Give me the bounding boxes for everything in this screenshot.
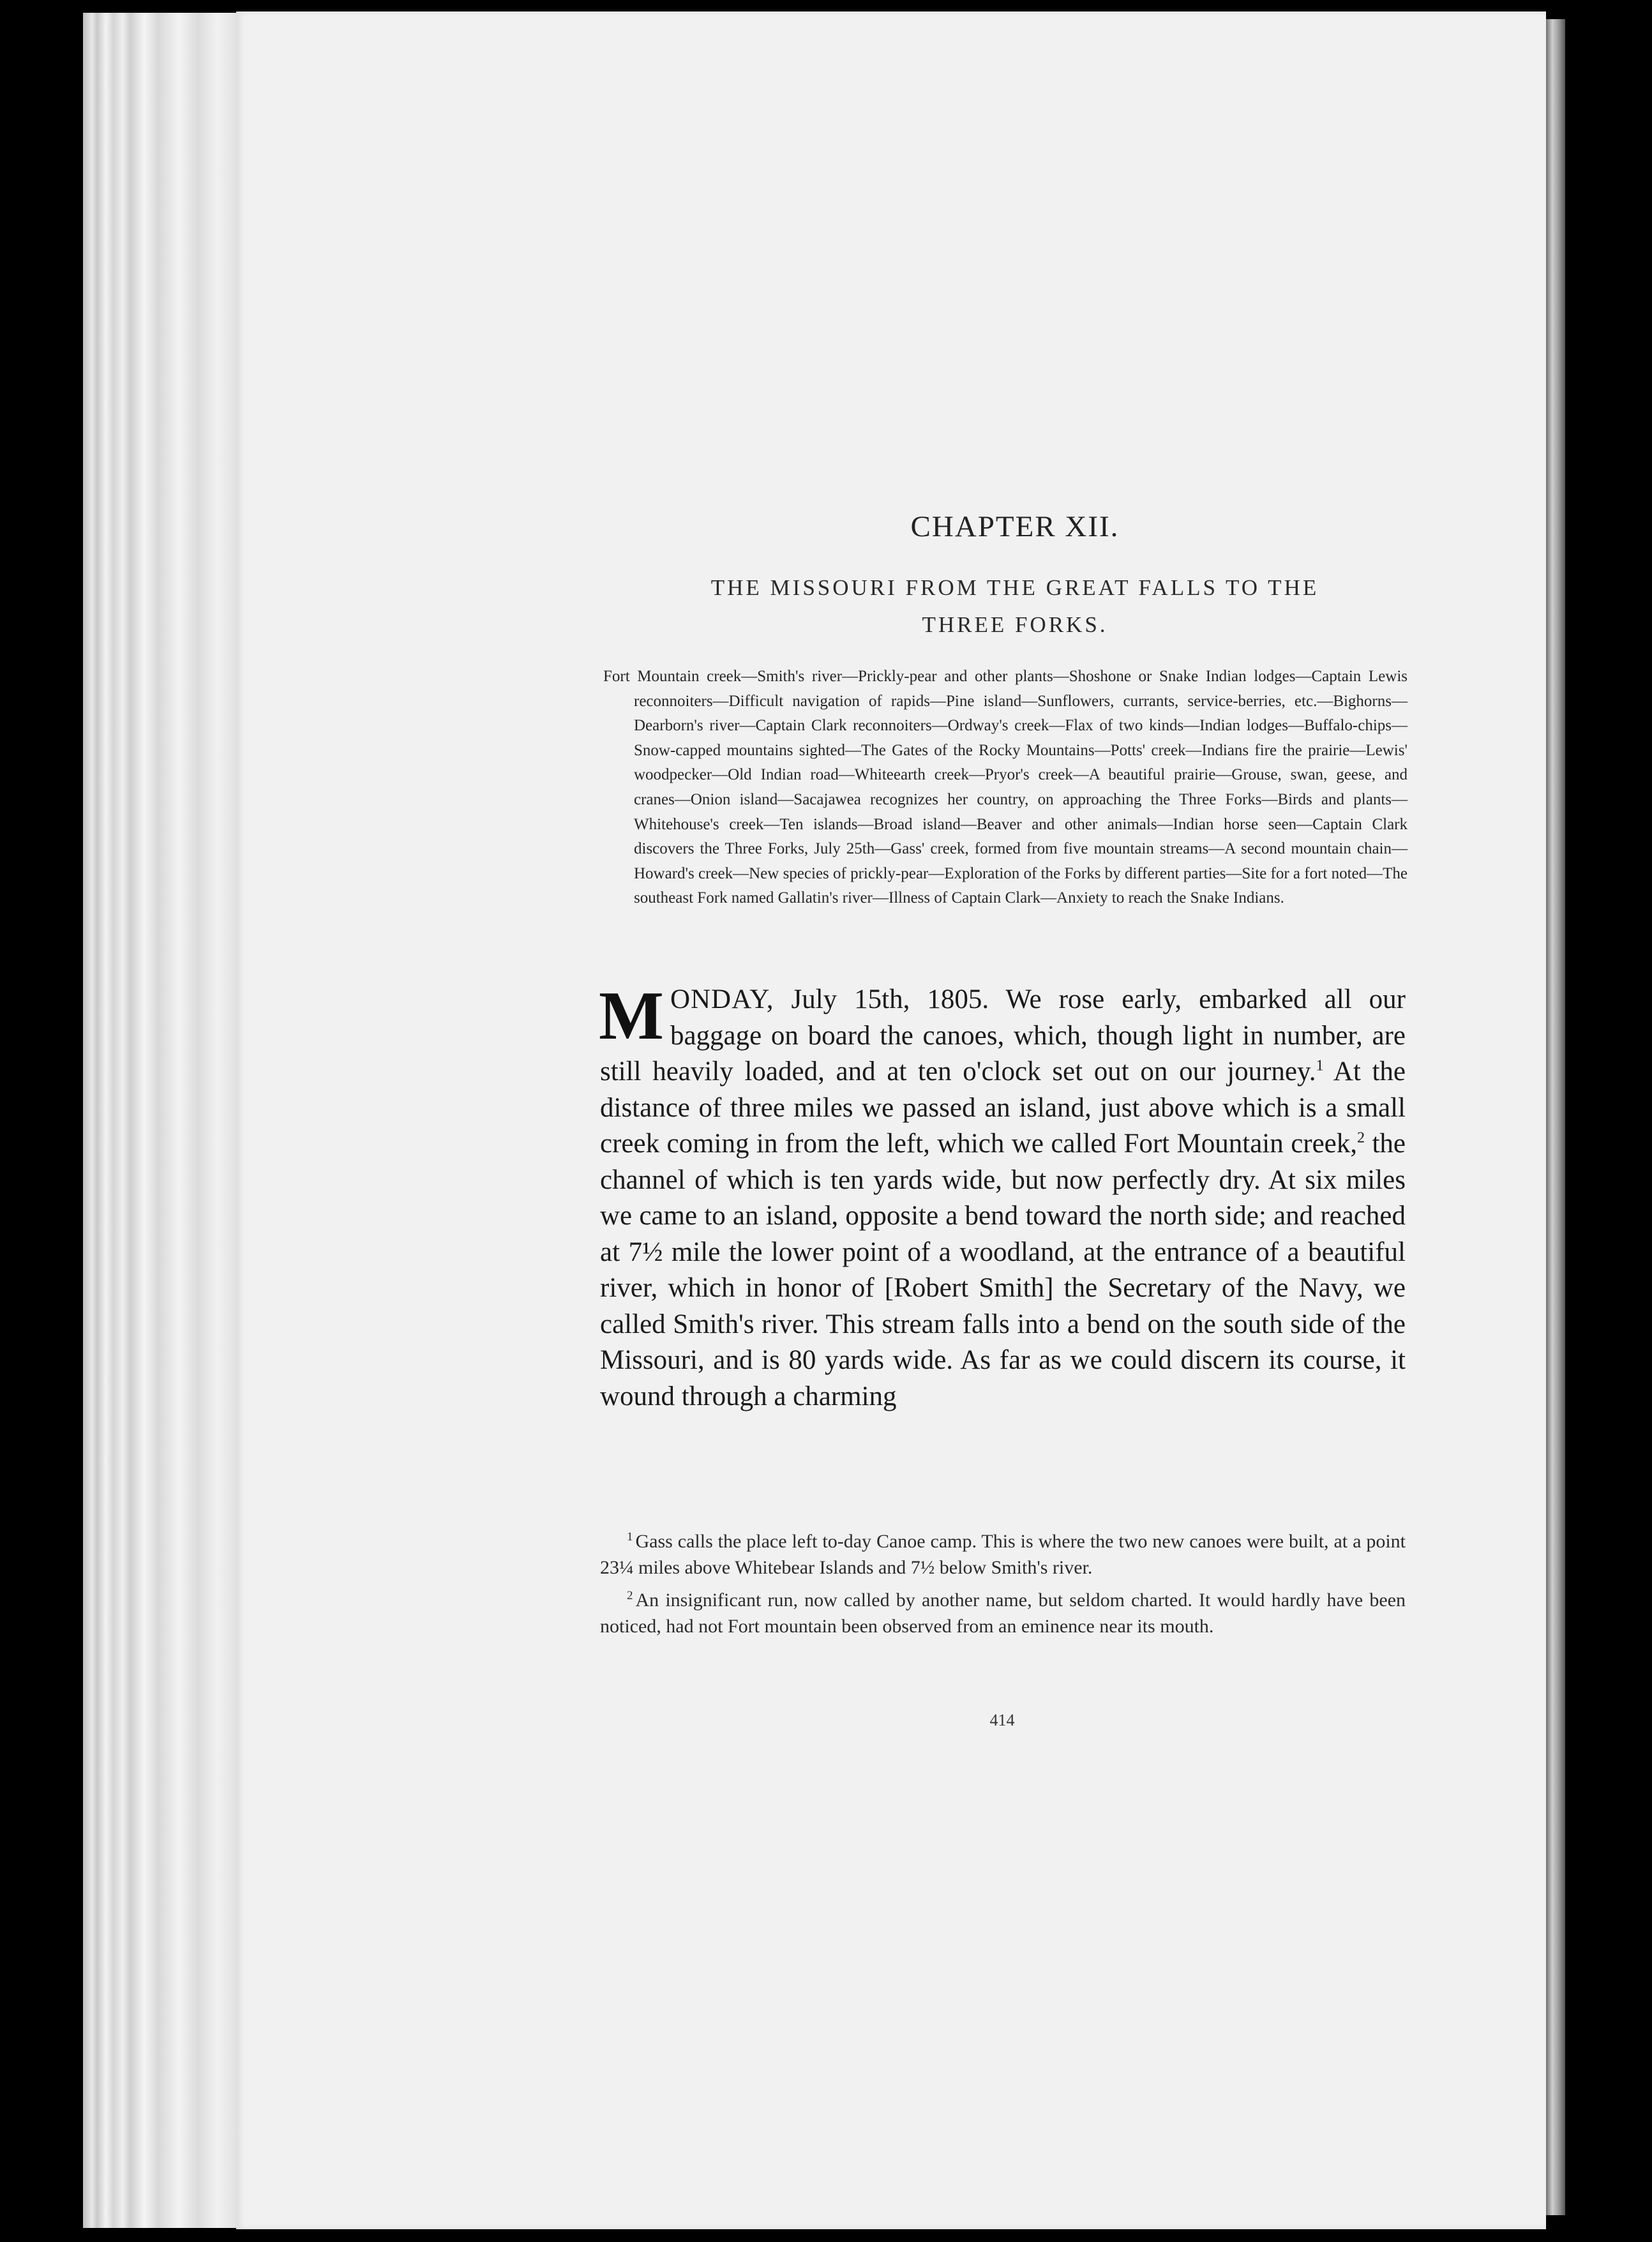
- chapter-subtitle-line2: THREE FORKS.: [922, 612, 1108, 637]
- book-page-edges: [83, 13, 249, 2228]
- chapter-summary: Fort Mountain creek—Smith's river—Prickly-pear and other plants—Shoshone or Snake Indian lodges—Captain Lewis reconnoiters—Difficult navigation of rapids—Pine island—Sunflowers, currants, service-berries, etc.—Bighorns—Dearborn's river—Captain Clark reconnoiters—Ordway's creek—Flax of two kinds—Indian lodges—Buffalo-chips—Snow-capped mountains sighted—The Gates of the Rocky Mountains—Potts' creek—Indians fire the prairie—Lewis' woodpecker—Old Indian road—Whiteearth creek—Pryor's creek—A beautiful prairie—Grouse, swan, geese, and cranes—Onion island—Sacajawea recognizes her country, on approaching the Three Forks—Birds and plants—Whitehouse's creek—Ten islands—Broad island—Beaver and other animals—Indian horse seen—Captain Clark discovers the Three Forks, July 25th—Gass' creek, formed from five mountain streams—A second mountain chain—Howard's creek—New species of prickly-pear—Exploration of the Forks by different parties—Site for a fort noted—The southeast Fork named Gallatin's river—Illness of Captain Clark—Anxiety to reach the Snake Indians.: [603, 668, 1408, 907]
- footnote-text-2: An insignificant run, now called by another name, but seldom charted. It would hardly have been noticed, had not Fort mountain been observed from an eminence near its mouth.: [600, 1590, 1406, 1637]
- footnote-mark-1: 1: [627, 1530, 633, 1544]
- footnote-2: [600, 1587, 1406, 1639]
- chapter-subtitle: [645, 569, 1385, 643]
- footnote-mark-2: 2: [627, 1589, 633, 1602]
- footnotes: [600, 1528, 1406, 1646]
- body-text-part2: At the distance of three miles we passed an island, just above which is a small creek coming in from the left, which we called Fort Mountain creek,: [600, 1057, 1406, 1159]
- drop-cap: M: [599, 978, 664, 1054]
- footnote-ref-2[interactable]: 2: [1357, 1129, 1365, 1147]
- footnote-text-1: Gass calls the place left to-day Canoe camp. This is where the two new canoes were built, at a point 23¼ miles above Whitebear Islands and 7½ below Smith's river.: [600, 1531, 1406, 1578]
- page-number: 414: [989, 1711, 1015, 1729]
- book-right-edge: [1546, 19, 1565, 2215]
- footnote-1: [600, 1528, 1406, 1581]
- body-text-part3: the channel of which is ten yards wide, but now perfectly dry. At six miles we came to an island, opposite a bend toward the north side; and reached at 7½ mile the lower point of a woodland, at the entrance of a beautiful river, which in honor of [Robert Smith] the Secretary of the Navy, we called Smith's river. This stream falls into a bend on the south side of the Missouri, and is 80 yards wide. As far as we could discern its course, it wound through a charming: [600, 1129, 1406, 1411]
- first-word: ONDAY,: [670, 984, 774, 1014]
- chapter-subtitle-line1: THE MISSOURI FROM THE GREAT FALLS TO THE: [710, 575, 1319, 600]
- body-paragraph: [599, 978, 1406, 1415]
- chapter-heading: CHAPTER XII.: [910, 510, 1120, 543]
- body-text-part1: July 15th, 1805. We rose early, embarked all our baggage on board the canoes, which, though light in number, are still heavily loaded, and at ten o'clock set out on our journey.: [600, 984, 1406, 1087]
- footnote-ref-1[interactable]: 1: [1316, 1057, 1324, 1074]
